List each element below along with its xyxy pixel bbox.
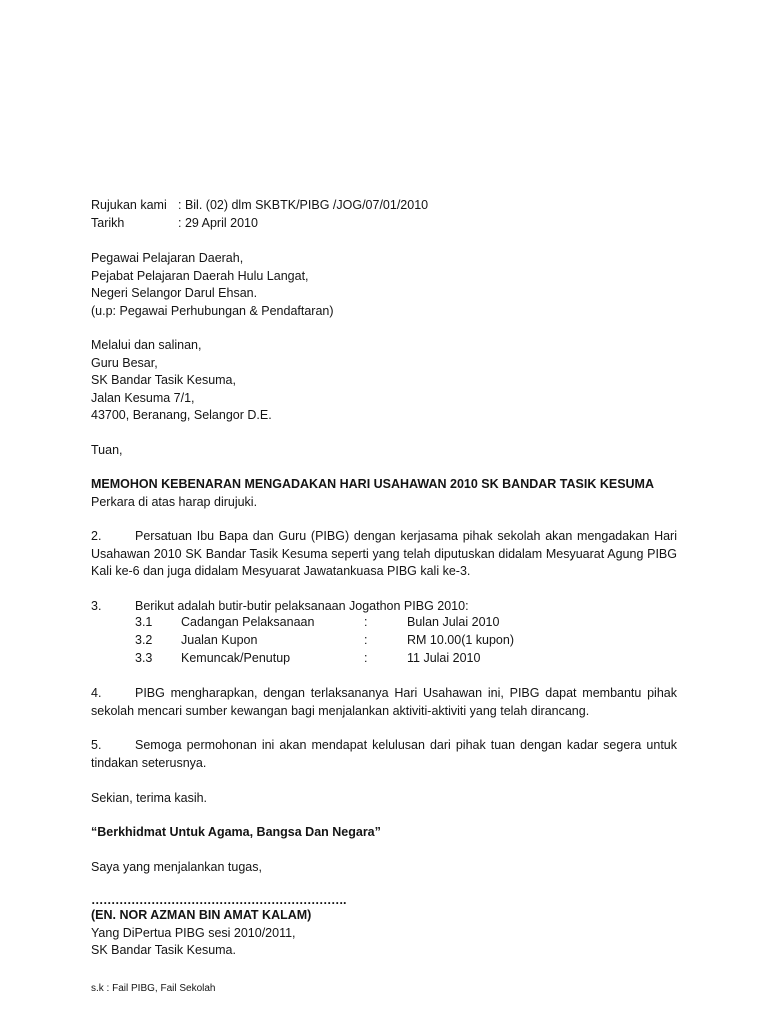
detail-number: 3.3: [135, 651, 153, 665]
signer-name: (EN. NOR AZMAN BIN AMAT KALAM): [91, 908, 312, 922]
detail-colon: :: [364, 651, 368, 665]
copy-line: Jalan Kesuma 7/1,: [91, 390, 195, 405]
copy-line: Guru Besar,: [91, 355, 158, 370]
detail-item: Cadangan Pelaksanaan: [181, 615, 315, 629]
reference-block: [91, 197, 677, 232]
copy-intro: Melalui dan salinan,: [91, 338, 202, 352]
salutation: [91, 442, 677, 460]
detail-number: 3.1: [135, 615, 153, 629]
paragraph-2: [91, 528, 677, 581]
paragraph-5: [91, 737, 677, 772]
carbon-copy: [91, 980, 677, 998]
signature-block: [91, 893, 677, 960]
paragraph-text: PIBG mengharapkan, dengan terlaksananya Hari Usahawan ini, PIBG dapat membantu pihak sekolah mencari sumber kewangan bagi menjalankan aktiviti-aktiviti yang telah dirancang.: [91, 686, 677, 718]
date-label: Tarikh: [91, 215, 125, 230]
subject-block: [91, 476, 677, 511]
date-row: [91, 215, 677, 233]
detail-value: RM 10.00(1 kupon): [407, 633, 515, 647]
detail-item: Kemuncak/Penutup: [181, 651, 291, 665]
reference-value: : Bil. (02) dlm SKBTK/PIBG /JOG/07/01/2010: [178, 198, 429, 212]
paragraph-number: 3.: [91, 599, 102, 613]
closing-thanks: [91, 790, 677, 808]
signer-title: Yang DiPertua PIBG sesi 2010/2011,: [91, 925, 296, 940]
table-row: [91, 632, 677, 650]
table-row: [91, 650, 677, 668]
copy-line: 43700, Beranang, Selangor D.E.: [91, 408, 272, 422]
detail-value: Bulan Julai 2010: [407, 615, 500, 629]
detail-value: 11 Julai 2010: [407, 651, 481, 665]
detail-colon: :: [364, 615, 368, 629]
paragraph-number: 2.: [91, 529, 102, 543]
table-row: [91, 614, 677, 632]
paragraph-3: [91, 598, 677, 616]
subject-heading: MEMOHON KEBENARAN MENGADAKAN HARI USAHAWAN 2010 SK BANDAR TASIK KESUMA: [91, 477, 654, 491]
paragraph-text: Semoga permohonan ini akan mendapat kelulusan dari pihak tuan dengan kadar segera untuk tindakan seterusnya.: [91, 738, 677, 770]
recipient-line: Pegawai Pelajaran Daerah,: [91, 251, 244, 265]
detail-number: 3.2: [135, 633, 153, 647]
cc-text: s.k : Fail PIBG, Fail Sekolah: [91, 983, 216, 994]
salutation-text: Tuan,: [91, 443, 123, 457]
paragraph-number: 5.: [91, 738, 102, 752]
detail-item: Jualan Kupon: [181, 633, 258, 647]
duty-text: Saya yang menjalankan tugas,: [91, 860, 262, 874]
paragraph-4: [91, 685, 677, 720]
details-table: [91, 614, 677, 668]
recipient-line: Negeri Selangor Darul Ehsan.: [91, 286, 258, 300]
signature-line: ……………………………………………………….: [91, 893, 346, 907]
reference-label: Rujukan kami: [91, 198, 167, 212]
recipient-line: (u.p: Pegawai Perhubungan & Pendaftaran): [91, 303, 334, 318]
recipient-line: Pejabat Pelajaran Daerah Hulu Langat,: [91, 268, 309, 283]
copy-line: SK Bandar Tasik Kesuma,: [91, 373, 236, 387]
closing-duty: [91, 859, 677, 877]
copy-to-address: [91, 337, 677, 425]
paragraph-number: 4.: [91, 686, 102, 700]
closing-motto: [91, 824, 677, 842]
paragraph-text: Persatuan Ibu Bapa dan Guru (PIBG) dengan kerjasama pihak sekolah akan mengadakan Hari Usahawan 2010 SK Bandar Tasik Kesuma seperti yang telah diputuskan didalam Mesyuarat Agung PIBG Kali ke-6 dan juga didalam Mesyuarat Jawatankuasa PIBG kali ke-3.: [91, 529, 677, 578]
reference-row: [91, 197, 677, 215]
motto-text: “Berkhidmat Untuk Agama, Bangsa Dan Negara”: [91, 825, 381, 839]
recipient-address: [91, 250, 677, 320]
signer-school: SK Bandar Tasik Kesuma.: [91, 943, 236, 957]
subject-note: Perkara di atas harap dirujuki.: [91, 494, 258, 509]
thanks-text: Sekian, terima kasih.: [91, 791, 208, 805]
paragraph-text: Berikut adalah butir-butir pelaksanaan Jogathon PIBG 2010:: [135, 599, 469, 613]
date-value: : 29 April 2010: [178, 215, 258, 230]
detail-colon: :: [364, 633, 368, 647]
